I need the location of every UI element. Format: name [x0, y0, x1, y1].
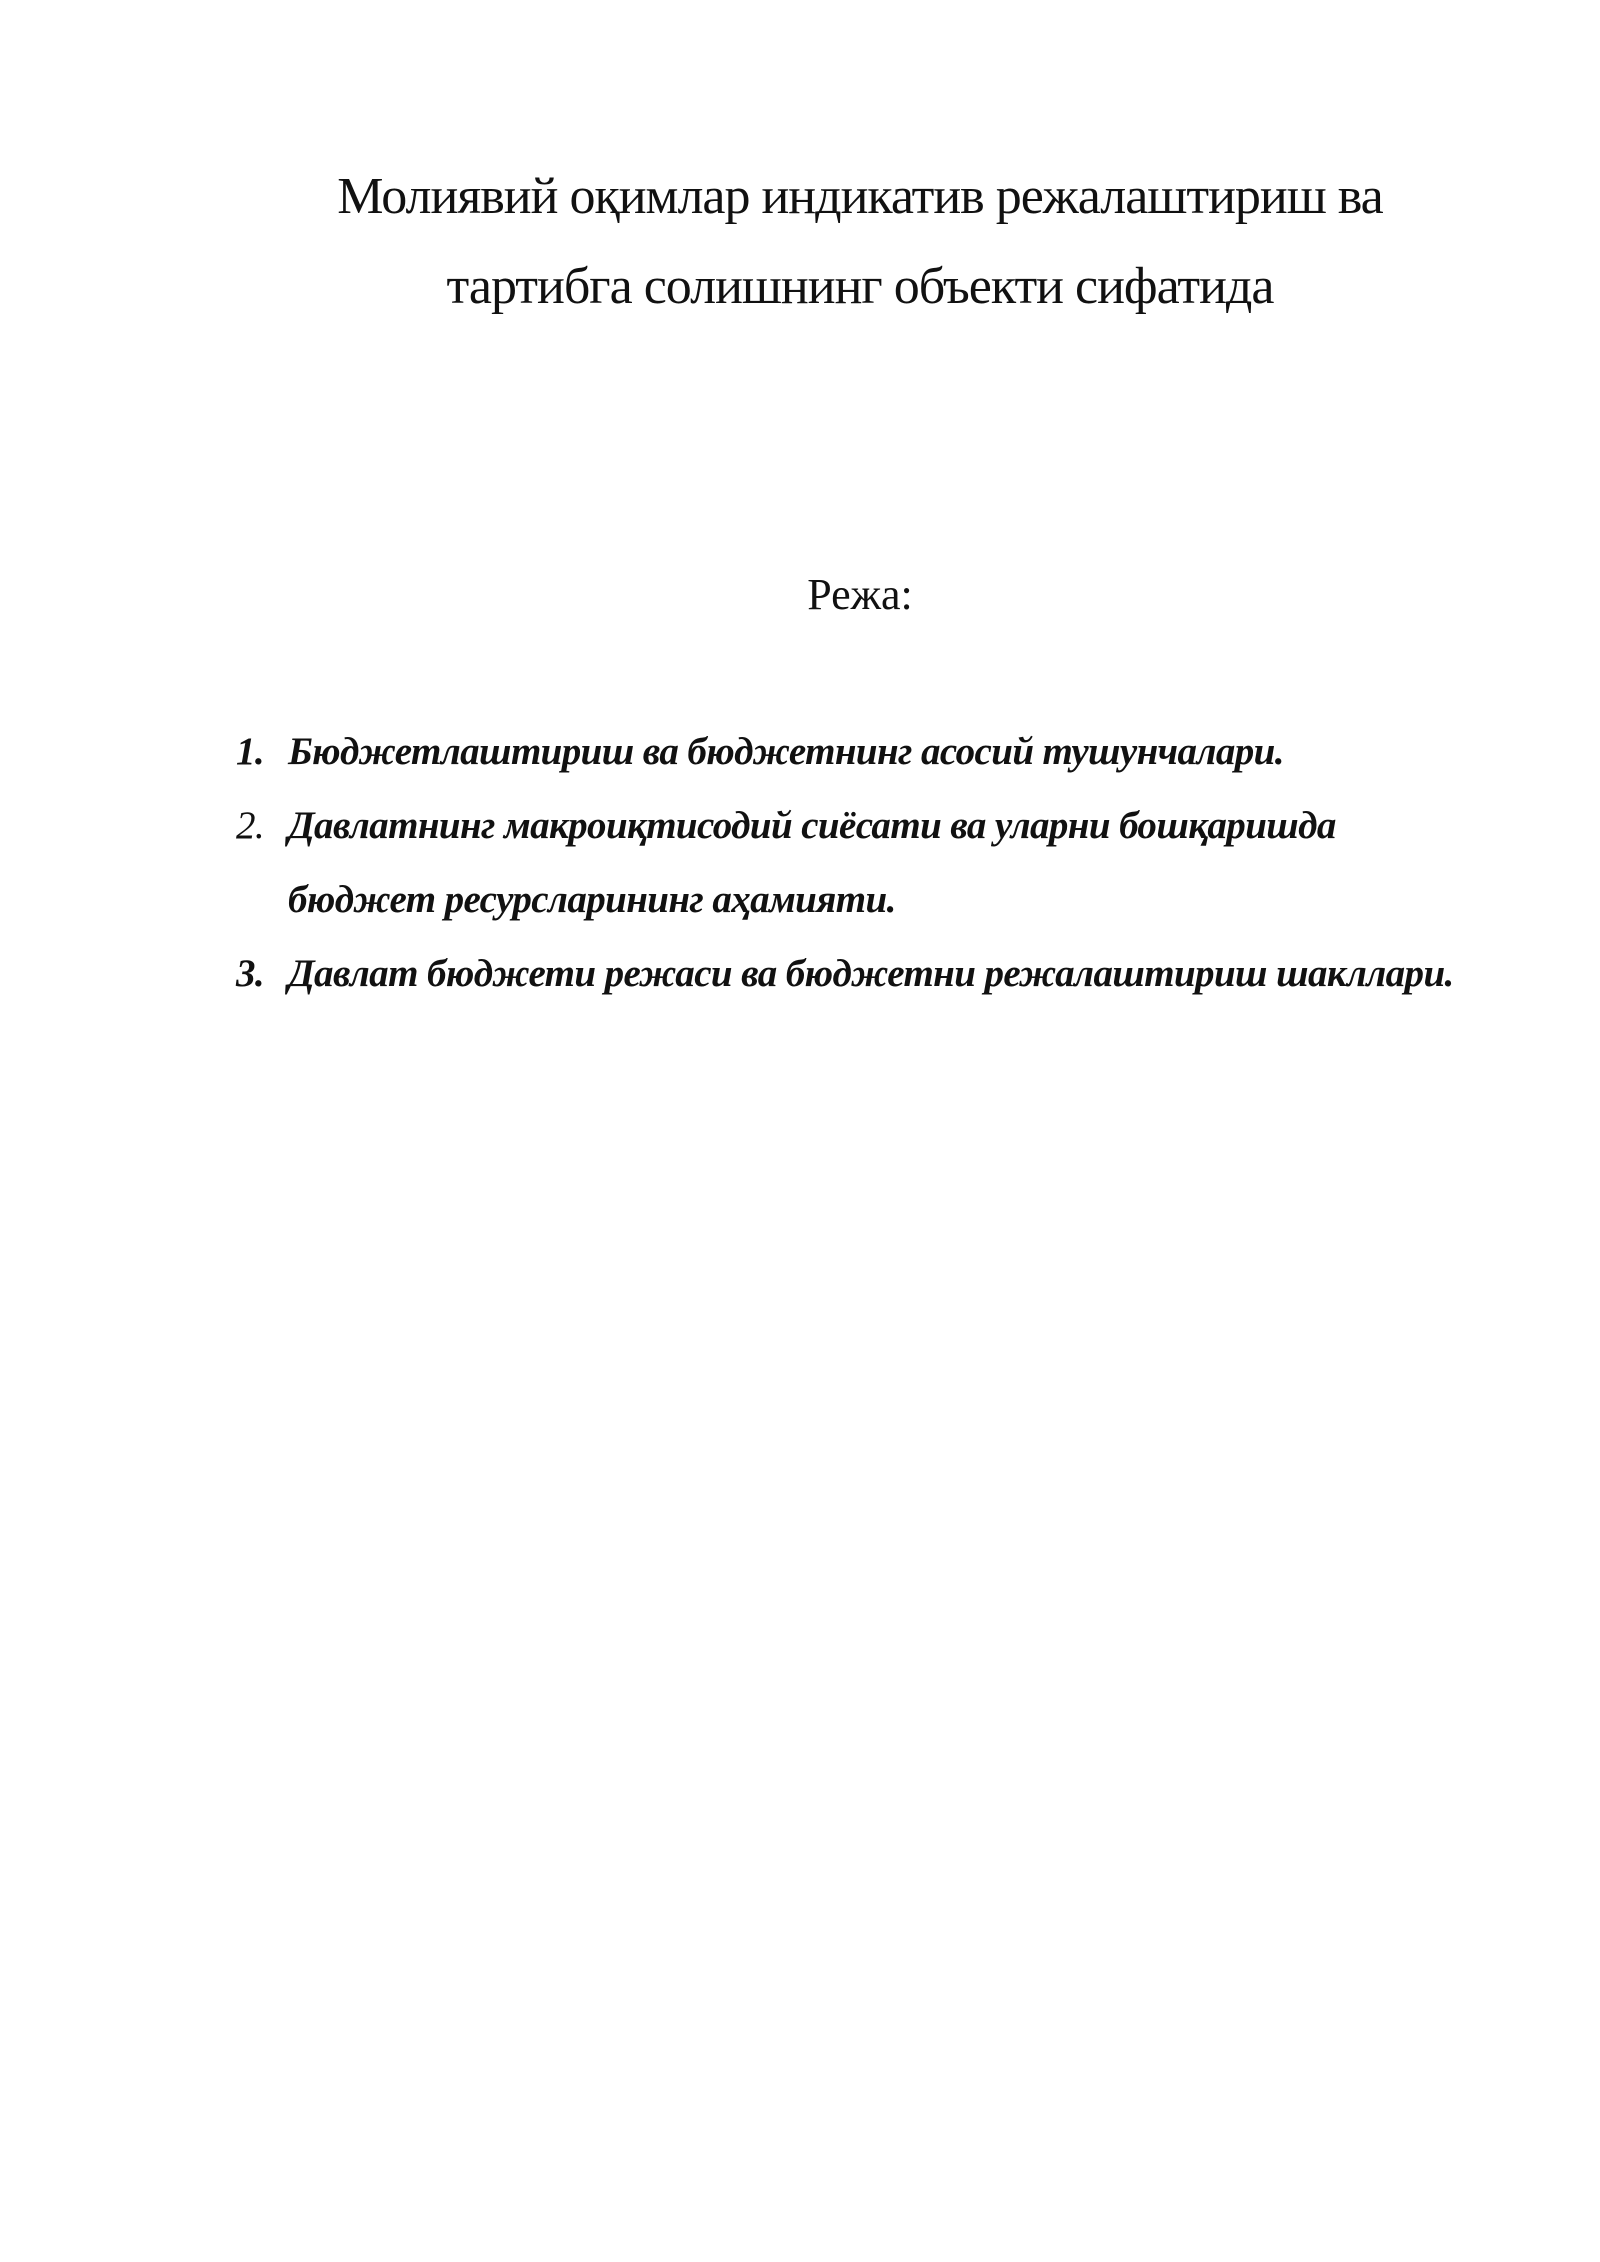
plan-item-text: Давлат бюджети режаси ва бюджетни режалаштириш шакллари. — [288, 952, 1454, 995]
plan-list — [236, 715, 1476, 1011]
plan-item-text: Бюджетлаштириш ва бюджетнинг асосий тушунчалари. — [288, 730, 1284, 773]
plan-item-3 — [236, 937, 1476, 1011]
plan-item-number: 3. — [236, 952, 265, 995]
plan-item-number: 2. — [236, 804, 265, 847]
plan-item-2 — [236, 789, 1476, 937]
title-line-1: Молиявий оқимлар индикатив режалаштириш ва — [337, 168, 1383, 225]
title-line-2: тартибга солишнинг объекти сифатида — [446, 258, 1274, 315]
plan-item-text: Давлатнинг макроиқтисодий сиёсати ва уларни бошқаришда бюджет ресурсларининг аҳамияти. — [288, 804, 1336, 921]
plan-heading: Режа: — [807, 570, 913, 619]
plan-item-1 — [236, 715, 1476, 789]
document-title — [200, 152, 1520, 332]
plan-item-number: 1. — [236, 730, 265, 773]
